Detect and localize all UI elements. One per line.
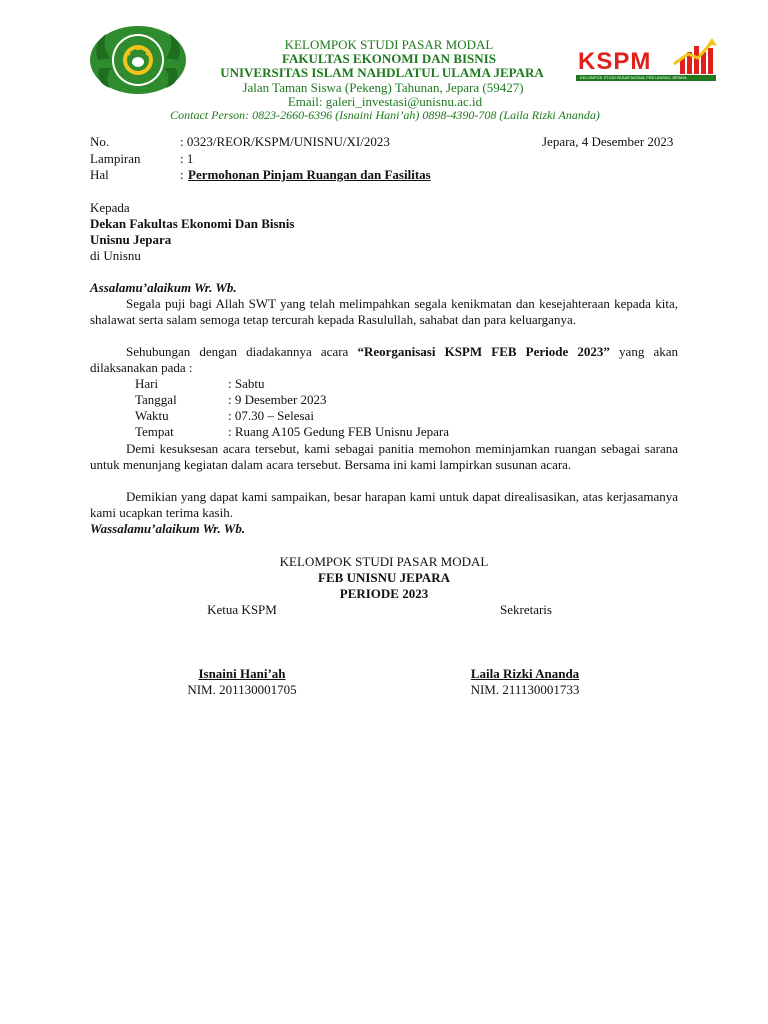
paragraph-2-before: Sehubungan dengan diadakannya acara [126, 344, 358, 359]
kspm-logo-subtext: KELOMPOK STUDI PASAR MODAL FEB UNISNU JEPARA [580, 75, 687, 80]
right-role: Sekretaris [500, 602, 552, 617]
lampiran-label: Lampiran [90, 151, 141, 166]
detail-label: Tanggal [135, 392, 177, 407]
signature-org-1: KELOMPOK STUDI PASAR MODAL [279, 554, 489, 569]
paragraph-3: Demi kesuksesan acara tersebut, kami sebagai panitia memohon meminjamkan ruangan sebagai sarana untuk menunjang kegiatan dalam acara tersebut. Bersama ini kami lampirkan susunan acara. [90, 441, 678, 472]
header-address: Jalan Taman Siswa (Pekeng) Tahunan, Jepara (59427) [242, 80, 524, 95]
no-value: : 0323/REOR/KSPM/UNISNU/XI/2023 [180, 134, 390, 149]
header-line-1: KELOMPOK STUDI PASAR MODAL [284, 37, 494, 52]
detail-label: Tempat [135, 424, 174, 439]
detail-value: : 07.30 – Selesai [228, 408, 314, 423]
detail-value: : Sabtu [228, 376, 265, 391]
kspm-logo [576, 38, 720, 82]
detail-row [135, 376, 265, 392]
hal-label: Hal [90, 167, 109, 182]
kspm-logo-text: KSPM [578, 48, 652, 75]
detail-label: Waktu [135, 408, 169, 423]
hal-colon: : [180, 167, 184, 182]
detail-row [135, 408, 314, 424]
detail-label: Hari [135, 376, 159, 391]
paragraph-1: Segala puji bagi Allah SWT yang telah melimpahkan segala kenikmatan dan kesejahteraan kepada kita, shalawat serta salam semoga tetap tercurah kepada Rasulullah, sahabat dan para keluarganya. [90, 296, 678, 327]
detail-row [135, 424, 449, 440]
detail-value: : 9 Desember 2023 [228, 392, 327, 407]
header-contact: Contact Person: 0823-2660-6396 (Isnaini Hani’ah) 0898-4390-708 (Laila Rizki Ananda) [170, 108, 600, 122]
greeting: Assalamu’alaikum Wr. Wb. [90, 280, 237, 295]
lampiran-value: : 1 [180, 151, 194, 166]
header-line-3: UNIVERSITAS ISLAM NAHDLATUL ULAMA JEPARA [220, 65, 544, 80]
signature-org-2: FEB UNISNU JEPARA [318, 570, 450, 585]
recipient-line-1: Dekan Fakultas Ekonomi Dan Bisnis [90, 216, 295, 231]
event-name: “Reorganisasi KSPM FEB Periode 2023” [357, 344, 610, 359]
header-email: Email: galeri_investasi@unisnu.ac.id [287, 94, 483, 109]
recipient-line-2: Unisnu Jepara [90, 232, 172, 247]
header-line-2: FAKULTAS EKONOMI DAN BISNIS [282, 51, 496, 66]
paragraph-2-after: yang akan dilaksanakan pada : [90, 344, 678, 375]
recipient-kepada: Kepada [90, 200, 130, 215]
detail-row [135, 392, 327, 408]
signature-org-3: PERIODE 2023 [339, 586, 429, 601]
no-label: No. [90, 134, 110, 149]
right-signer-nim: NIM. 211130001733 [470, 682, 580, 697]
paragraph-2 [90, 344, 678, 376]
paragraph-4: Demikian yang dapat kami sampaikan, besar harapan kami untuk dapat direalisasikan, atas kerjasamanya kami ucapkan terima kasih. [90, 489, 678, 520]
left-signer-nim: NIM. 201130001705 [187, 682, 297, 697]
closing: Wassalamu’alaikum Wr. Wb. [90, 521, 246, 536]
event-details [135, 376, 449, 440]
right-signer-name: Laila Rizki Ananda [470, 666, 580, 681]
letter-date: Jepara, 4 Desember 2023 [542, 134, 674, 149]
left-signer-name: Isnaini Hani’ah [198, 666, 286, 681]
left-role: Ketua KSPM [207, 602, 277, 617]
recipient-line-3: di Unisnu [90, 248, 141, 263]
hal-value: Permohonan Pinjam Ruangan dan Fasilitas [188, 167, 431, 182]
detail-value: : Ruang A105 Gedung FEB Unisnu Jepara [228, 424, 449, 439]
